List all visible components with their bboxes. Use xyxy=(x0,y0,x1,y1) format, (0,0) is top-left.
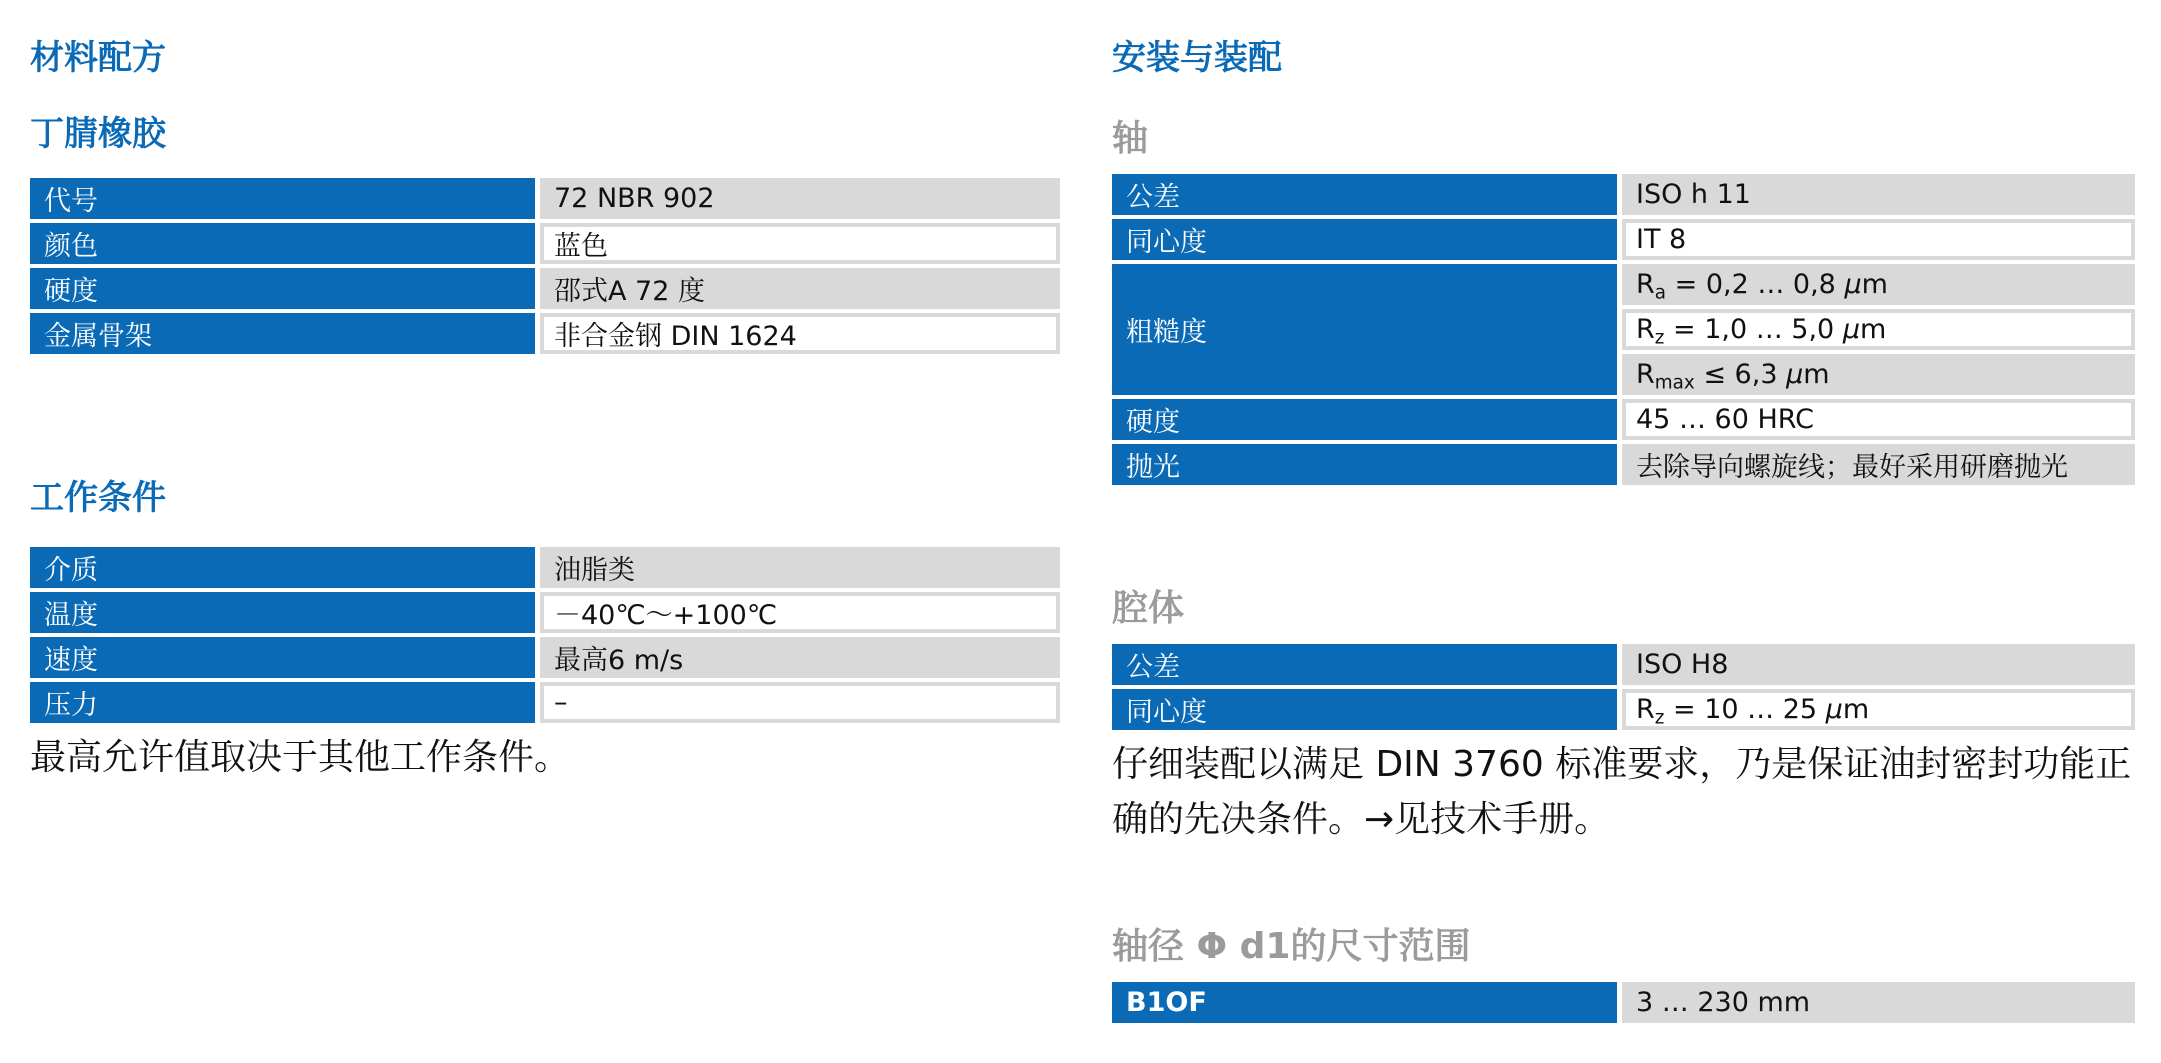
table-row xyxy=(30,682,1060,723)
table-row xyxy=(1112,219,2135,260)
table-row xyxy=(1112,689,2135,730)
installation-note: 仔细装配以满足 DIN 3760 标准要求，乃是保证油封密封功能正确的先决条件。→见技术手册。 xyxy=(1112,744,2132,840)
table-row xyxy=(30,223,1060,264)
row-value: – xyxy=(540,682,1060,723)
table-row xyxy=(1112,644,2135,685)
row-value: 去除导向螺旋线；最好采用研磨抛光 xyxy=(1622,444,2135,485)
range-subheading: 轴径 Φ d1的尺寸范围 xyxy=(1112,926,1471,967)
row-value: －40℃～+100℃ xyxy=(540,592,1060,633)
table-row xyxy=(1112,174,2135,215)
installation-heading: 安装与装配 xyxy=(1112,38,1282,78)
row-key: 同心度 xyxy=(1112,689,1622,730)
table-row xyxy=(30,592,1060,633)
table-row xyxy=(30,268,1060,309)
row-key: 公差 xyxy=(1112,174,1622,215)
row-key: 公差 xyxy=(1112,644,1622,685)
row-value: 邵式A 72 度 xyxy=(540,268,1060,309)
row-key: 金属骨架 xyxy=(30,313,540,354)
table-row xyxy=(30,313,1060,354)
conditions-heading: 工作条件 xyxy=(30,478,166,518)
row-key: 介质 xyxy=(30,547,540,588)
table-row xyxy=(30,178,1060,219)
material-subheading: 丁腈橡胶 xyxy=(30,114,166,154)
row-value: 3 … 230 mm xyxy=(1622,982,2135,1023)
material-heading: 材料配方 xyxy=(30,38,166,78)
table-row xyxy=(1112,444,2135,485)
table-row xyxy=(30,637,1060,678)
material-table xyxy=(30,174,1060,358)
row-value: 蓝色 xyxy=(540,223,1060,264)
range-table xyxy=(1112,978,2135,1027)
roughness-rmax: $R_{max} \le 6,3$ µm xyxy=(1622,354,2135,395)
shaft-table xyxy=(1112,170,2135,489)
row-key: 颜色 xyxy=(30,223,540,264)
row-key: 温度 xyxy=(30,592,540,633)
table-row xyxy=(30,547,1060,588)
shaft-subheading: 轴 xyxy=(1112,118,1149,159)
housing-subheading: 腔体 xyxy=(1112,588,1185,629)
housing-table xyxy=(1112,640,2135,734)
roughness-rz: $R_z = 1,0$ … 5,0 µm xyxy=(1622,309,2135,350)
row-key: 代号 xyxy=(30,178,540,219)
roughness-ra: $R_a = 0,2$ … 0,8 µm xyxy=(1622,264,2135,305)
row-value: 72 NBR 902 xyxy=(540,178,1060,219)
row-key: 硬度 xyxy=(30,268,540,309)
conditions-table xyxy=(30,543,1060,727)
housing-concentricity-value: $R_z = 10$ … 25 µm xyxy=(1622,689,2135,730)
row-key: B1OF xyxy=(1112,982,1622,1023)
row-value: ISO H8 xyxy=(1622,644,2135,685)
table-row xyxy=(1112,399,2135,440)
row-value: 最高6 m/s xyxy=(540,637,1060,678)
table-row xyxy=(1112,264,2135,305)
row-value: 45 … 60 HRC xyxy=(1622,399,2135,440)
row-key: 压力 xyxy=(30,682,540,723)
row-key: 抛光 xyxy=(1112,444,1622,485)
row-key: 速度 xyxy=(30,637,540,678)
row-key: 粗糙度 xyxy=(1112,264,1622,395)
table-row xyxy=(1112,982,2135,1023)
row-value: ISO h 11 xyxy=(1622,174,2135,215)
row-key: 同心度 xyxy=(1112,219,1622,260)
row-value: 油脂类 xyxy=(540,547,1060,588)
row-value: 非合金钢 DIN 1624 xyxy=(540,313,1060,354)
conditions-note: 最高允许值取决于其他工作条件。 xyxy=(30,737,571,778)
row-value: IT 8 xyxy=(1622,219,2135,260)
row-key: 硬度 xyxy=(1112,399,1622,440)
